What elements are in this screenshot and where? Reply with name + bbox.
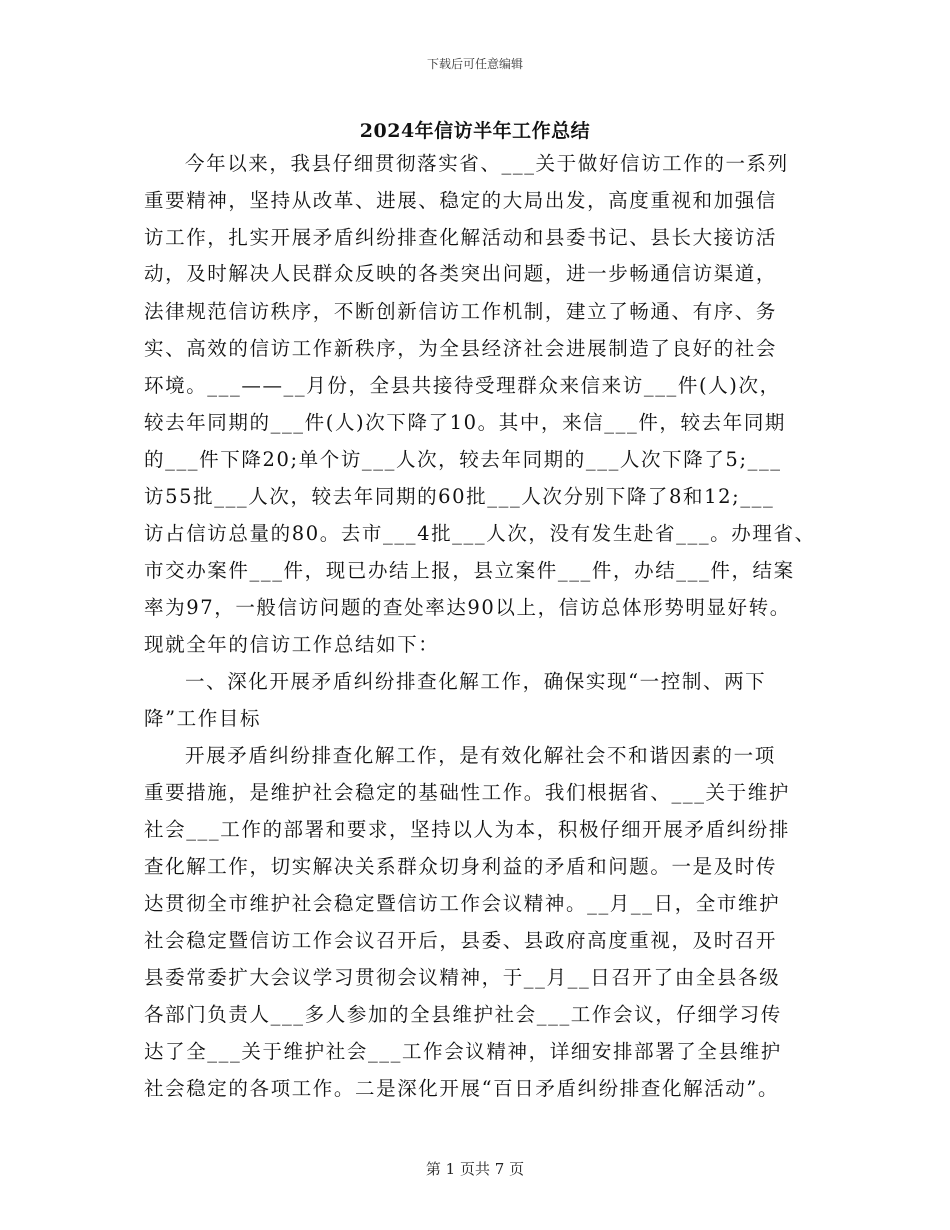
body-line: 市交办案件___件，现已办结上报，县立案件___件，办结___件，结案 [144, 559, 795, 582]
body-line: 开展矛盾纠纷排查化解工作，是有效化解社会不和谐因素的一项 [185, 744, 776, 767]
body-line: 今年以来，我县仔细贯彻落实省、___关于做好信访工作的一系列 [185, 152, 789, 175]
body-line: 的___件下降20;单个访___人次，较去年同期的___人次下降了5;___ [144, 448, 782, 471]
body-line: 各部门负责人___多人参加的全县维护社会___工作会议，仔细学习传 [144, 1003, 782, 1026]
header-note: 下载后可任意编辑 [426, 57, 523, 71]
body-line: 达了全___关于维护社会___工作会议精神，详细安排部署了全县维护 [144, 1040, 782, 1063]
body-line: 实、高效的信访工作新秩序，为全县经济社会进展制造了良好的社会 [144, 337, 778, 360]
body-line: 访工作，扎实开展矛盾纠纷排查化解活动和县委书记、县长大接访活 [144, 226, 778, 249]
body-line: 环境。___——__月份，全县共接待受理群众来信来访___件(人)次， [144, 374, 781, 397]
body-line: 县委常委扩大会议学习贯彻会议精神，于__月__日召开了由全县各级 [144, 966, 781, 989]
body-line: 访55批___人次，较去年同期的60批___人次分别下降了8和12;___ [144, 485, 775, 508]
body-line: 现就全年的信访工作总结如下： [144, 633, 440, 656]
body-line: 访占信访总量的80。去市___4批___人次，没有发生赴省___。办理省、 [144, 522, 816, 545]
body-line: 率为97，一般信访问题的查处率达90以上，信访总体形势明显好转。 [144, 596, 791, 619]
body-line: 查化解工作，切实解决关系群众切身利益的矛盾和问题。一是及时传 [144, 855, 778, 878]
body-line: 重要精神，坚持从改革、进展、稳定的大局出发，高度重视和加强信 [144, 189, 778, 212]
body-line: 社会___工作的部署和要求，坚持以人为本，积极仔细开展矛盾纠纷排 [144, 818, 790, 841]
section-heading-line: 一、深化开展矛盾纠纷排查化解工作，确保实现“一控制、两下 [185, 670, 767, 693]
body-line: 法律规范信访秩序，不断创新信访工作机制，建立了畅通、有序、务 [144, 300, 778, 323]
page-number: 第 1 页共 7 页 [425, 1160, 525, 1178]
document-title: 2024年信访半年工作总结 [359, 120, 591, 142]
body-line: 重要措施，是维护社会稳定的基础性工作。我们根据省、___关于维护 [144, 781, 790, 804]
section-heading-line: 降”工作目标 [144, 707, 262, 730]
body-line: 社会稳定的各项工作。二是深化开展“百日矛盾纠纷排查化解活动”。 [144, 1077, 780, 1100]
body-line: 达贯彻全市维护社会稳定暨信访工作会议精神。__月__日，全市维护 [144, 892, 781, 915]
body-line: 社会稳定暨信访工作会议召开后，县委、县政府高度重视，及时召开 [144, 929, 778, 952]
body-line: 较去年同期的___件(人)次下降了10。其中，来信___件，较去年同期 [144, 411, 787, 434]
body-line: 动，及时解决人民群众反映的各类突出问题，进一步畅通信访渠道， [144, 262, 778, 285]
